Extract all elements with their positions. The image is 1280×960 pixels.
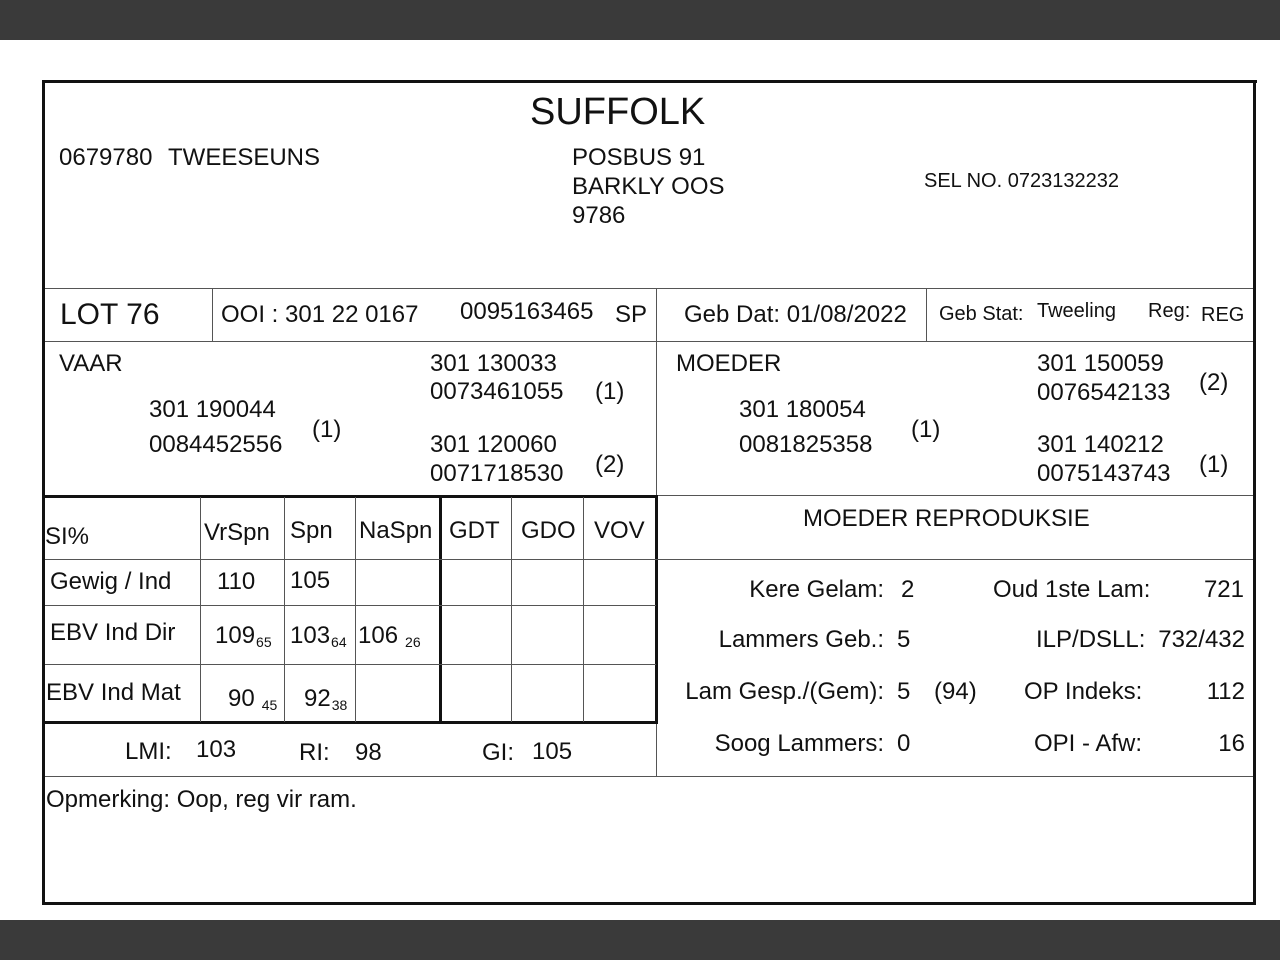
dam-dam-mark: (1) xyxy=(1199,451,1229,478)
dam-label: MOEDER xyxy=(676,350,782,377)
soog-lammers-value: 0 xyxy=(897,730,911,757)
dam-registration-number: 0081825358 xyxy=(739,431,873,458)
ilp-dsll-value: 732/432 xyxy=(1158,626,1245,653)
sire-dam-mark: (2) xyxy=(595,451,625,478)
kere-gelam-label: Kere Gelam: xyxy=(749,576,884,603)
owner-name: TWEESEUNS xyxy=(168,144,321,171)
row-label-ebv-ind-dir: EBV Ind Dir xyxy=(50,619,176,646)
ebv-dir-spn-value: 10364 xyxy=(290,622,347,650)
breed-title: SUFFOLK xyxy=(530,91,706,133)
reg-value: REG xyxy=(1201,304,1245,326)
reg-label: Reg: xyxy=(1148,300,1191,322)
card-border-top xyxy=(42,80,1257,83)
lmi-label: LMI: xyxy=(125,738,172,765)
ri-label: RI: xyxy=(299,739,330,766)
soog-lammers-label: Soog Lammers: xyxy=(714,730,884,757)
op-indeks-label: OP Indeks: xyxy=(1024,678,1143,705)
dam-sire-mark: (2) xyxy=(1199,369,1229,396)
lot-number: LOT 76 xyxy=(60,298,160,331)
ebv-dir-vrspn-value: 10965 xyxy=(215,622,272,650)
accuracy: 65 xyxy=(256,634,272,650)
divider xyxy=(200,497,201,722)
gewig-vrspn-value: 110 xyxy=(217,568,256,595)
opi-afw-label: OPI - Afw: xyxy=(1034,730,1143,757)
owner-number: 0679780 xyxy=(59,144,153,171)
bottom-bar xyxy=(0,920,1280,960)
divider xyxy=(355,497,356,722)
divider xyxy=(45,559,1253,560)
divider xyxy=(284,497,285,722)
dam-dam-registration-number: 0075143743 xyxy=(1037,460,1171,487)
address-line-1: POSBUS 91 xyxy=(572,144,706,171)
lmi-value: 103 xyxy=(196,736,237,763)
dam-id: 301 180054 xyxy=(739,396,866,423)
sire-registration-number: 0084452556 xyxy=(149,431,283,458)
gewig-spn-value: 105 xyxy=(290,567,331,594)
lam-gesp-gem-value: (94) xyxy=(934,678,977,705)
header-si-percent: SI% xyxy=(45,523,90,550)
gi-label: GI: xyxy=(482,739,515,766)
remarks xyxy=(46,788,357,812)
header-naspn: NaSpn xyxy=(359,517,433,544)
ewe-code: SP xyxy=(615,301,648,328)
header-spn: Spn xyxy=(290,517,333,544)
address-line-2: BARKLY OOS xyxy=(572,173,725,200)
remarks-label: Opmerking: xyxy=(46,786,171,813)
dam-sire-id: 301 150059 xyxy=(1037,350,1164,377)
divider xyxy=(45,664,656,665)
ebv-mat-vrspn-value: 90 45 xyxy=(228,685,278,713)
table-border-top xyxy=(44,495,658,498)
sire-dam-id: 301 120060 xyxy=(430,431,557,458)
sire-label: VAAR xyxy=(59,350,123,377)
phone-number: SEL NO. 0723132232 xyxy=(924,170,1119,192)
lammers-geb-value: 5 xyxy=(897,626,911,653)
divider xyxy=(45,288,1253,289)
divider xyxy=(45,776,1253,777)
address-line-3: 9786 xyxy=(572,202,626,229)
divider xyxy=(45,341,1253,342)
table-divider-bold xyxy=(439,495,442,724)
table-border-right xyxy=(655,495,658,724)
remarks-text: Oop, reg vir ram. xyxy=(176,786,357,813)
dam-mark: (1) xyxy=(911,416,941,443)
lammers-geb-label: Lammers Geb.: xyxy=(718,626,884,653)
lam-gesp-label: Lam Gesp./(Gem): xyxy=(685,678,884,705)
dam-dam-id: 301 140212 xyxy=(1037,431,1164,458)
gi-value: 105 xyxy=(532,738,573,765)
header-vov: VOV xyxy=(594,517,645,544)
ewe-registration-number: 0095163465 xyxy=(460,298,594,325)
op-indeks-value: 112 xyxy=(1206,678,1245,705)
divider xyxy=(511,497,512,722)
ewe-id: OOI : 301 22 0167 xyxy=(221,301,419,328)
oud-1ste-lam-value: 721 xyxy=(1203,576,1244,603)
sire-dam-registration-number: 0071718530 xyxy=(430,460,564,487)
ebv-dir-naspn-value: 106 26 xyxy=(358,622,421,650)
header-vrspn: VrSpn xyxy=(204,519,270,546)
kere-gelam-value: 2 xyxy=(901,576,915,603)
sire-sire-id: 301 130033 xyxy=(430,350,557,377)
divider xyxy=(583,497,584,722)
accuracy: 45 xyxy=(261,697,278,713)
dam-sire-registration-number: 0076542133 xyxy=(1037,379,1171,406)
ebv-mat-spn-value: 9238 xyxy=(304,685,348,713)
row-label-gewig-ind: Gewig / Ind xyxy=(50,568,172,595)
sire-sire-registration-number: 0073461055 xyxy=(430,378,564,405)
top-bar xyxy=(0,0,1280,40)
birth-status-label: Geb Stat: xyxy=(939,303,1024,325)
card-border-right xyxy=(1253,80,1256,905)
divider xyxy=(45,605,656,606)
ri-value: 98 xyxy=(355,739,382,766)
sire-mark: (1) xyxy=(312,416,342,443)
sire-sire-mark: (1) xyxy=(595,378,625,405)
divider xyxy=(926,289,927,341)
birth-status: Tweeling xyxy=(1037,300,1116,322)
reproduction-title: MOEDER REPRODUKSIE xyxy=(803,505,1090,532)
lam-gesp-value: 5 xyxy=(897,678,911,705)
accuracy: 38 xyxy=(331,697,348,713)
divider xyxy=(212,289,213,341)
accuracy: 26 xyxy=(405,634,421,650)
birth-date: Geb Dat: 01/08/2022 xyxy=(684,301,907,328)
opi-afw-value: 16 xyxy=(1218,730,1245,757)
header-gdt: GDT xyxy=(449,517,500,544)
card-border-bottom xyxy=(42,902,1254,905)
row-label-ebv-ind-mat: EBV Ind Mat xyxy=(46,679,181,706)
oud-1ste-lam-label: Oud 1ste Lam: xyxy=(993,576,1151,603)
header-gdo: GDO xyxy=(521,517,576,544)
accuracy: 64 xyxy=(331,634,347,650)
card-border-left xyxy=(42,80,45,905)
table-border-bottom xyxy=(44,721,658,724)
sire-id: 301 190044 xyxy=(149,396,276,423)
ilp-dsll-label: ILP/DSLL: xyxy=(1036,626,1146,653)
